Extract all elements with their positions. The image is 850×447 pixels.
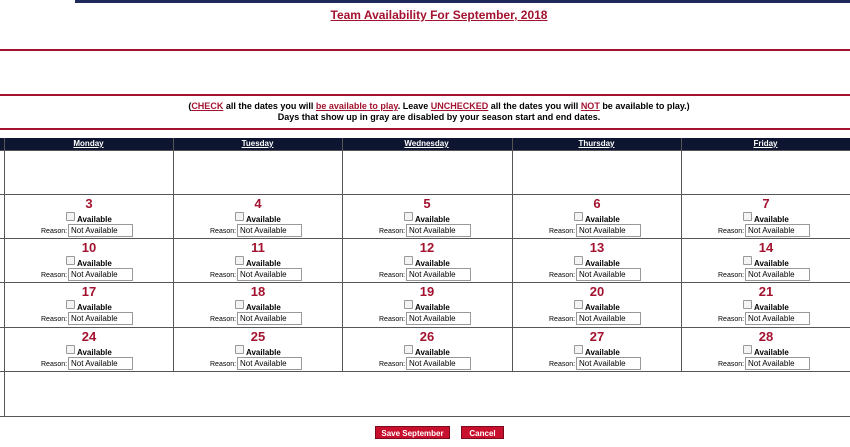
day-cell	[4, 283, 174, 327]
cancel-button[interactable]: Cancel	[461, 426, 504, 439]
reason-input[interactable]	[745, 312, 810, 325]
calendar-header-row	[0, 138, 850, 150]
available-checkbox[interactable]	[743, 345, 752, 354]
day-cell	[342, 283, 512, 327]
instr-check-highlight: CHECK	[191, 101, 224, 111]
day-cell	[4, 195, 174, 239]
reason-label: Reason:	[718, 272, 745, 279]
reason-label: Reason:	[718, 361, 745, 368]
day-cell	[681, 195, 850, 239]
reason-label: Reason:	[210, 316, 237, 323]
reason-label: Reason:	[549, 361, 576, 368]
instructions	[0, 101, 850, 123]
day-cell	[342, 239, 512, 283]
available-label: Available	[585, 215, 620, 224]
available-checkbox[interactable]	[743, 256, 752, 265]
available-label: Available	[585, 259, 620, 268]
day-cell	[342, 328, 512, 372]
available-checkbox[interactable]	[574, 300, 583, 309]
reason-input[interactable]	[68, 312, 133, 325]
reason-input[interactable]	[68, 268, 133, 281]
divider-bottom	[0, 128, 850, 130]
available-checkbox[interactable]	[574, 212, 583, 221]
reason-label: Reason:	[549, 228, 576, 235]
day-number: 13	[589, 240, 605, 255]
reason-input[interactable]	[576, 268, 641, 281]
available-label: Available	[754, 303, 789, 312]
save-button[interactable]: Save September	[375, 426, 450, 439]
top-border	[75, 0, 850, 3]
available-checkbox[interactable]	[404, 345, 413, 354]
reason-label: Reason:	[210, 228, 237, 235]
day-cell	[681, 239, 850, 283]
calendar-header-thursday[interactable]: Thursday	[578, 139, 615, 148]
day-cell	[512, 239, 682, 283]
day-number: 27	[589, 329, 605, 344]
reason-label: Reason:	[379, 228, 406, 235]
reason-input[interactable]	[237, 224, 302, 237]
instr-unchecked-highlight: UNCHECKED	[430, 101, 489, 111]
grid-line	[0, 416, 850, 417]
reason-label: Reason:	[549, 316, 576, 323]
available-checkbox[interactable]	[743, 300, 752, 309]
instr-text: be available to play.)	[599, 101, 690, 111]
reason-input[interactable]	[237, 312, 302, 325]
available-checkbox[interactable]	[66, 212, 75, 221]
day-number: 19	[419, 284, 435, 299]
available-checkbox[interactable]	[66, 256, 75, 265]
available-label: Available	[415, 215, 450, 224]
day-cell	[681, 283, 850, 327]
available-label: Available	[415, 303, 450, 312]
day-number: 28	[758, 329, 774, 344]
day-number: 4	[254, 196, 262, 211]
reason-input[interactable]	[745, 224, 810, 237]
available-label: Available	[754, 215, 789, 224]
available-label: Available	[77, 215, 112, 224]
instructions-line-2: Days that show up in gray are disabled by your season start and end dates.	[277, 112, 601, 122]
reason-input[interactable]	[237, 357, 302, 370]
grid-line	[4, 371, 5, 416]
calendar-header-monday[interactable]: Monday	[73, 139, 104, 148]
available-checkbox[interactable]	[574, 256, 583, 265]
available-label: Available	[77, 259, 112, 268]
day-number: 17	[81, 284, 97, 299]
day-cell	[512, 283, 682, 327]
reason-label: Reason:	[718, 316, 745, 323]
reason-input[interactable]	[68, 224, 133, 237]
available-checkbox[interactable]	[66, 345, 75, 354]
calendar-header-tuesday[interactable]: Tuesday	[241, 139, 274, 148]
day-number: 10	[81, 240, 97, 255]
reason-label: Reason:	[379, 272, 406, 279]
available-label: Available	[754, 348, 789, 357]
day-cell	[681, 328, 850, 372]
day-cell	[173, 283, 343, 327]
instr-not-highlight: NOT	[580, 101, 600, 111]
available-label: Available	[246, 259, 281, 268]
available-label: Available	[585, 348, 620, 357]
instr-text: (	[188, 101, 192, 111]
instr-text: all the dates you will	[223, 101, 316, 111]
available-checkbox[interactable]	[66, 300, 75, 309]
available-label: Available	[246, 303, 281, 312]
day-number: 25	[250, 329, 266, 344]
day-cell	[173, 239, 343, 283]
available-label: Available	[585, 303, 620, 312]
reason-input[interactable]	[576, 224, 641, 237]
reason-label: Reason:	[210, 272, 237, 279]
day-number: 14	[758, 240, 774, 255]
reason-input[interactable]	[68, 357, 133, 370]
available-label: Available	[77, 303, 112, 312]
day-number: 7	[762, 196, 770, 211]
available-checkbox[interactable]	[235, 345, 244, 354]
reason-label: Reason:	[549, 272, 576, 279]
available-checkbox[interactable]	[574, 345, 583, 354]
calendar-header-friday[interactable]: Friday	[753, 139, 778, 148]
reason-input[interactable]	[406, 312, 471, 325]
day-number: 26	[419, 329, 435, 344]
page-title: Team Availability For September, 2018	[330, 8, 548, 22]
available-checkbox[interactable]	[404, 256, 413, 265]
calendar-header-wednesday[interactable]: Wednesday	[404, 139, 449, 148]
reason-label: Reason:	[210, 361, 237, 368]
divider-middle	[0, 94, 850, 96]
day-cell	[512, 328, 682, 372]
day-number: 21	[758, 284, 774, 299]
day-number: 24	[81, 329, 97, 344]
instr-text: all the dates you will	[488, 101, 581, 111]
available-checkbox[interactable]	[235, 212, 244, 221]
reason-label: Reason:	[718, 228, 745, 235]
divider-top	[0, 49, 850, 51]
instr-available-highlight: be available to play	[315, 101, 398, 111]
grid-line	[0, 150, 850, 151]
reason-label: Reason:	[379, 361, 406, 368]
day-cell	[4, 328, 174, 372]
day-number: 20	[589, 284, 605, 299]
reason-input[interactable]	[576, 357, 641, 370]
day-cell	[342, 195, 512, 239]
available-label: Available	[415, 348, 450, 357]
available-label: Available	[415, 259, 450, 268]
available-checkbox[interactable]	[235, 256, 244, 265]
day-number: 6	[593, 196, 601, 211]
reason-input[interactable]	[237, 268, 302, 281]
day-cell	[173, 328, 343, 372]
available-checkbox[interactable]	[404, 212, 413, 221]
available-checkbox[interactable]	[743, 212, 752, 221]
day-cell	[173, 195, 343, 239]
day-cell	[4, 239, 174, 283]
reason-input[interactable]	[406, 268, 471, 281]
available-label: Available	[754, 259, 789, 268]
reason-label: Reason:	[41, 272, 68, 279]
available-label: Available	[77, 348, 112, 357]
available-checkbox[interactable]	[404, 300, 413, 309]
instructions-line-1	[0, 101, 850, 112]
available-label: Available	[246, 215, 281, 224]
reason-label: Reason:	[41, 316, 68, 323]
available-label: Available	[246, 348, 281, 357]
day-number: 11	[251, 240, 265, 255]
day-cell	[512, 195, 682, 239]
day-number: 18	[250, 284, 266, 299]
day-number: 12	[419, 240, 435, 255]
reason-input[interactable]	[406, 224, 471, 237]
day-number: 5	[423, 196, 431, 211]
reason-input[interactable]	[745, 357, 810, 370]
day-number: 3	[85, 196, 93, 211]
reason-input[interactable]	[745, 268, 810, 281]
reason-input[interactable]	[576, 312, 641, 325]
reason-input[interactable]	[406, 357, 471, 370]
available-checkbox[interactable]	[235, 300, 244, 309]
reason-label: Reason:	[41, 361, 68, 368]
instr-text: . Leave	[397, 101, 431, 111]
reason-label: Reason:	[379, 316, 406, 323]
reason-label: Reason:	[41, 228, 68, 235]
